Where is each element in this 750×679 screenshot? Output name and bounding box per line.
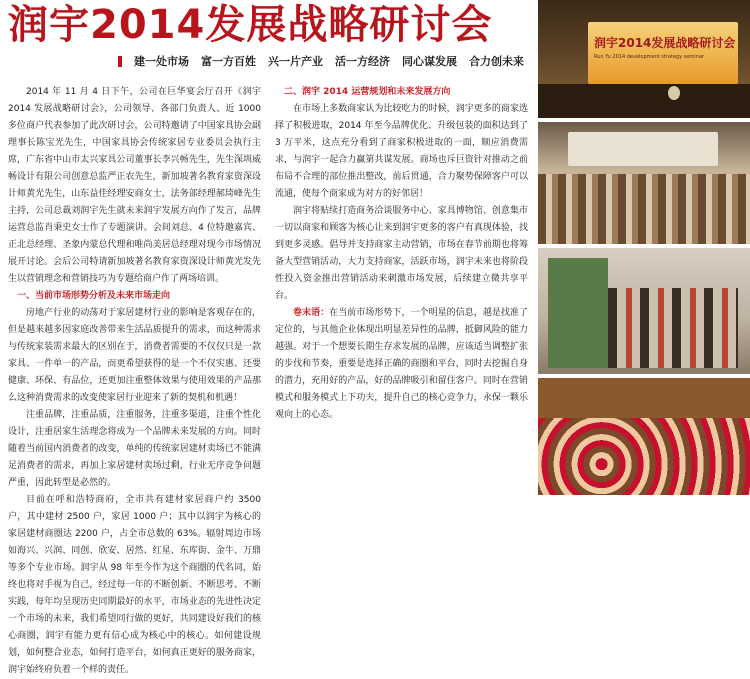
section1-paragraph: 目前在呼和浩特商府，全市共有建材家居商户约 3500 户，其中建材 2500 户，家居 1000 户；其中以润宇为核心的家居建材商圈达 2200 户，占全市总数的 63%。辐射周边市场如海兴、兴润、同创、欣安、居然、红星、东库街、金牛、万鼎等多个专业市场。润宇从 98 年至今作为这个商圈的代名词，始终也将对手视为自己，经过每一年的不断创新、不断思考、不断实践，每年均呈现历史同期最好的水平，市场业态的先进性决定一个市场的未来，我们希望同行做的更好，共同建设好我们的核心商圈，润宇有能力更有信心成为核心中的核心。如何建设规划，如何整合业态，如何打造平台，如何真正更好的服务商家，润宇始终府负着一个样的责任。 bbox=[8, 495, 261, 675]
photo-stage-banner bbox=[538, 0, 750, 118]
slogan-bar bbox=[118, 53, 524, 69]
slogan-marker-icon bbox=[118, 56, 122, 67]
closing-paragraph bbox=[275, 305, 528, 424]
article-column-right bbox=[275, 84, 528, 494]
slogan-item: 富一方百姓 bbox=[201, 55, 256, 68]
slogan-item: 合力创未来 bbox=[469, 55, 524, 68]
section-heading-2: 二、润宇 2014 运营规划和未来发展方向 bbox=[284, 87, 451, 97]
headline: 润宇2014发展战略研讨会 bbox=[8, 2, 493, 48]
closing-text: 在当前市场形势下，一个明星的信息，越是找准了定位的，与其他企业体现出明显差异性的品牌，抵御风险的能力越强。对于一个想要长期生存求发展的品牌，应该适当调整扩张的步伐和节奏，重要是选择正确的商圈和平台，同时去挖掘自身的潜力，充用好的产品，好的品牌吸引和留住客户。同时在营销模式和服务模式上下功夫，提升自己的核心竞争力，永保一颗乐观向上的心态。 bbox=[275, 308, 528, 420]
attendees bbox=[608, 288, 738, 368]
stage-screen bbox=[588, 22, 738, 84]
article-column-left bbox=[8, 84, 261, 675]
hall-screen bbox=[568, 132, 718, 166]
closing-lead: 卷末语： bbox=[293, 308, 330, 318]
slogan-item: 同心谋发展 bbox=[402, 55, 457, 68]
article-body bbox=[8, 84, 528, 675]
photo-banquet bbox=[538, 378, 750, 495]
slogan-item: 建一处市场 bbox=[134, 55, 189, 68]
section2-paragraph: 润宇将贴续打造商务洽谈服务中心、家具博物馆、创意集市一切以商家和顾客为核心让来到润宇更多的客户有真现体验，找到更多灵感。倡导并支持商家主动营销，市场在春节前期也将筹备大型营销活动，大力支持商家，活跃市场，润宇未来也将阶段性投入资金推出营销活动来刺激市场发展，后续建立微共享平台。 bbox=[275, 206, 528, 301]
intro-paragraph: 2014 年 11 月 4 日下午，公司在巨华宴会厅召开《润宇 2014 发展战略研讨会》，公司领导、各部门负责人、近 1000 多位商户代表参加了此次研讨会，公司特邀请了中国家具协会副理事长陈宝光先生，中国家具协会传统家居专业委员会执行主席，广东省中山市太兴家具公司董事长李兴畅先生，先生深圳威畅设计有限公司创意总监严正农先生，新加坡著名教育家资深设计师黄光先生，山东益佳经理安商女士，法务部经理郝琦峰先生主持，公司总裁刘润宇先生就未来润宇发展方向作了发言，品牌运营总监肖秉史女士作了专题演讲。会间刘总、4 位特邀嘉宾、正北总经理、圣象内蒙总代理和唯尚美居总经理对现今市场情况展开讨论。会后公司特请新加坡著名教育家资深设计师黄光发先生以营销理念和营销技巧为专题给商户作了两场培训。 bbox=[8, 87, 261, 284]
photo-conference-hall bbox=[538, 122, 750, 244]
section2-paragraph: 在市场上多数商家认为比较吃力的时候，润宇更多的商家选择了积极进取，2014 年至今品牌优化、升级包装的面积达到了 3 万平米，这点充分看到了商家积极进取的一面，顺应消费需求，与润宇一起合力赢第共谋发展。商场也斥巨资针对推动之前布局不合理的部位推出整改，前后贯通，合力聚势保障客户可以流通，使每个商家成为对方的好邻居！ bbox=[275, 104, 528, 199]
banquet-wall bbox=[538, 378, 750, 418]
section1-paragraph: 房地产行业的动荡对于家居建材行业的影响是客观存在的，但是越来越多因家庭改善带来生活品质提升的需求，而这种需求与传统家装需求最大的区别在于，消费者需要的不仅仅只是一款家具、一件单一的产品，而更希望获得的是一个不仅实惠、还要健康、环保、有品位，还更加注重整体效果与使用效果的产品那么这种消费需求的改变使家居行业迎来了新的契机和机遇！ bbox=[8, 308, 261, 403]
speaker-figure bbox=[668, 86, 680, 100]
banner-subtitle: Run Yu 2014 development strategy seminar bbox=[594, 54, 704, 60]
photo-lobby bbox=[538, 248, 750, 374]
section1-paragraph: 注重品牌，注重品质，注重服务，注重多渠道，注重个性化设计，注重居家生活理念将成为一个品牌未来发展的方向。同时随着当前国内消费者的改变，单纯的传统家居建材卖场已不能满足消费者的需求，再加上家居建材卖场过剩，行业无序竞争问题严重，因此转型是必然的。 bbox=[8, 410, 261, 488]
section-heading-1: 一、当前市场形势分析及未来市场走向 bbox=[17, 291, 171, 301]
plants bbox=[548, 258, 608, 368]
photo-column bbox=[538, 0, 750, 495]
stage-floor bbox=[538, 84, 750, 118]
slogan-item: 活一方经济 bbox=[335, 55, 390, 68]
banner-title: 润宇2014发展战略研讨会 bbox=[594, 36, 736, 50]
audience-rows bbox=[538, 174, 750, 244]
banquet-tables bbox=[538, 418, 750, 495]
slogan-item: 兴一片产业 bbox=[268, 55, 323, 68]
